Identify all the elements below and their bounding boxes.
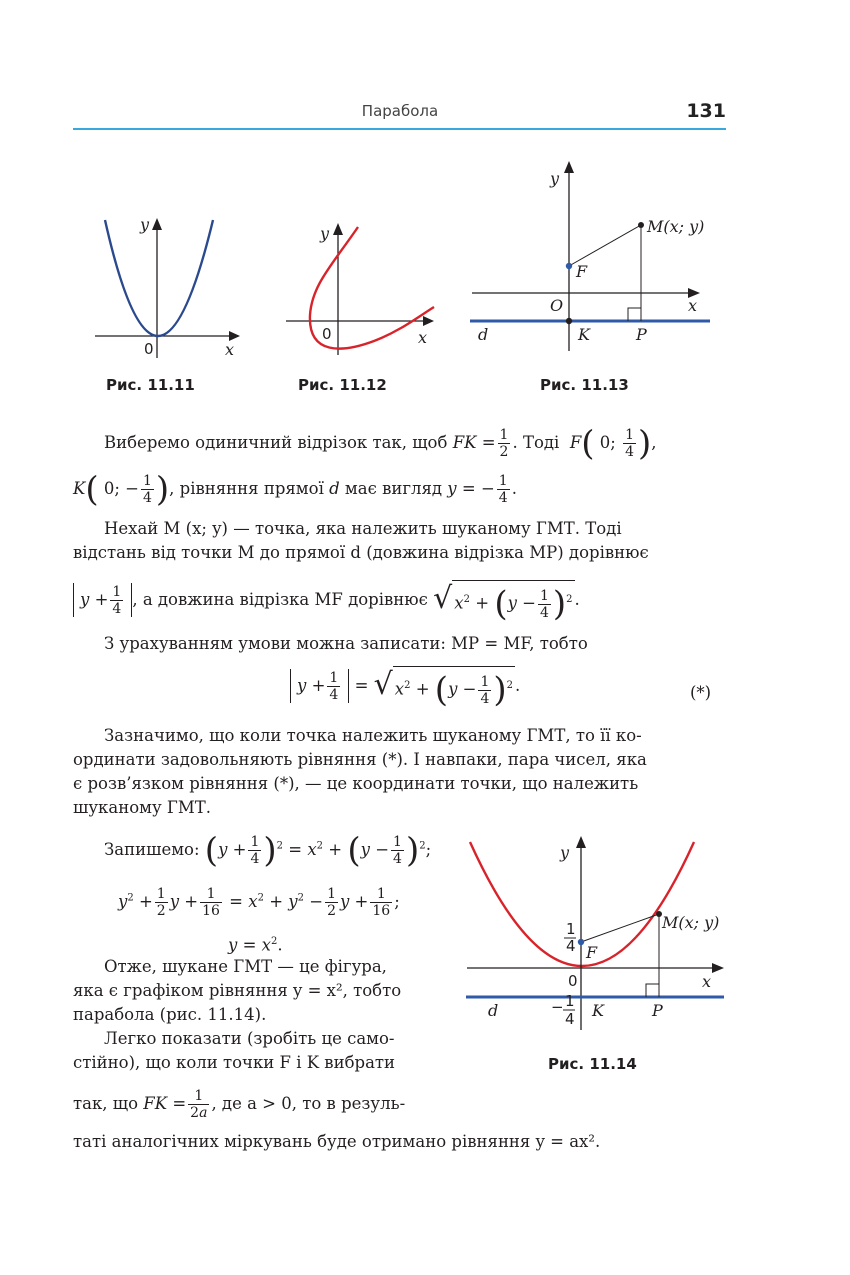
paragraph-conclusion-line-3: парабола (рис. 11.14). xyxy=(73,1005,267,1024)
text-span: , рівняння прямої xyxy=(169,479,324,498)
paragraph-general-line-1: Легко показати (зробіть це само- xyxy=(104,1029,395,1048)
text-span: Виберемо одиничний відрізок так, щоб xyxy=(104,433,448,452)
header-rule xyxy=(73,128,726,130)
page-number: 131 xyxy=(686,100,726,122)
paragraph-distance-line-2: відстань від точки M до прямої d (довжина відрізка MP) дорівнює xyxy=(73,543,649,562)
paragraph-converse-line-3: є розв’язком рівняння (*), — це координати точки, що належить xyxy=(73,774,639,793)
y-axis-label: y xyxy=(140,215,150,234)
caption-11-13: Рис. 11.13 xyxy=(540,376,629,394)
parabola-curve xyxy=(470,842,694,966)
caption-11-14: Рис. 11.14 xyxy=(548,1055,637,1073)
point-F-dot xyxy=(578,939,584,945)
segment-FM xyxy=(581,914,659,942)
point-F-dot xyxy=(566,263,572,269)
right-angle-mark xyxy=(628,308,641,321)
origin-label: 0 xyxy=(144,340,154,358)
paragraph-converse-line-1: Зазначимо, що коли точка належить шуканому ГМТ, то її ко- xyxy=(104,726,642,745)
text-span: , де a > 0, то в резуль- xyxy=(211,1094,406,1113)
tick-quarter-denominator: 4 xyxy=(566,937,576,955)
equation-star-label: (*) xyxy=(690,683,712,702)
page-header-title: Парабола xyxy=(361,102,439,120)
point-F-label: F xyxy=(586,943,598,962)
x-axis-label: x xyxy=(702,972,712,991)
x-axis-arrow xyxy=(712,963,724,973)
paragraph-distance-line-3: y + $\frac{1}{4}$ , а довжина відрізка MF дорівнює √ $x^2 + (y$ − $\frac{1}{4}$ )$^2$ . xyxy=(73,580,580,621)
tick-neg-quarter-sign: − xyxy=(551,998,564,1016)
line-d-label: d xyxy=(478,325,489,344)
paragraph-general-line-2: стійно), що коли точки F і K вибрати xyxy=(73,1053,396,1072)
point-F-label: F xyxy=(576,262,588,281)
segment-FM xyxy=(569,225,641,266)
x-axis-label: x xyxy=(688,296,698,315)
paragraph-general-line-3: так, що FK = $\frac{1}{2a}$ , де a > 0, то в резуль- xyxy=(73,1088,406,1121)
x-axis-label: x xyxy=(418,328,428,347)
y-axis-arrow xyxy=(564,161,574,173)
text-span: так, що xyxy=(73,1094,139,1113)
paragraph-unit-segment: Виберемо одиничний відрізок так, щоб FK = $\frac{1}{2}$ . Тоді F( 0; $\frac{1}{4}$ ), xyxy=(104,423,657,464)
figure-11-12 xyxy=(282,215,442,365)
text-span: має вигляд xyxy=(344,479,443,498)
caption-11-11: Рис. 11.11 xyxy=(106,376,195,394)
paragraph-converse-line-4: шуканому ГМТ. xyxy=(73,798,211,817)
x-axis-arrow xyxy=(423,316,434,326)
derivation-line-2: $y^2$ + $\frac{1}{2}$ y + $\frac{1}{16}$ = $x^2 + y^2$ − $\frac{1}{2}$ y + $\frac{1}{16}$ ; xyxy=(118,886,400,919)
figure-11-11 xyxy=(90,208,250,368)
y-axis-arrow xyxy=(152,218,162,230)
figure-11-13 xyxy=(468,156,730,356)
point-K-label: K xyxy=(592,1001,604,1020)
origin-label: 0 xyxy=(322,325,332,343)
paragraph-conclusion-line-2: яка є графіком рівняння y = x², тобто xyxy=(73,981,402,1000)
tick-neg-quarter-denominator: 4 xyxy=(565,1010,575,1028)
x-axis-label: x xyxy=(225,340,235,359)
point-M-label: M(x; y) xyxy=(662,913,720,932)
tick-neg-quarter-numerator: 1 xyxy=(565,992,575,1010)
derivation-line-1: Запишемо: (y + $\frac{1}{4}$ )$^2 = x^2 + (y$ − $\frac{1}{4}$ )$^2$; xyxy=(104,830,432,871)
paragraph-directrix: K( 0; − $\frac{1}{4}$ ), рівняння прямої d має вигляд y = − $\frac{1}{4}$ . xyxy=(73,469,517,510)
tick-quarter-numerator: 1 xyxy=(566,920,576,938)
paragraph-distance-line-1: Нехай M (x; y) — точка, яка належить шуканому ГМТ. Тоді xyxy=(104,519,622,538)
paragraph-converse-line-2: ординати задовольняють рівняння (*). І навпаки, пара чисел, яка xyxy=(73,750,647,769)
y-axis-arrow xyxy=(333,223,343,235)
paragraph-conclusion-line-1: Отже, шукане ГМТ — це фігура, xyxy=(104,957,387,976)
equation-star: y + $\frac{1}{4}$ = √ $x^2 + (y$ − $\frac{1}{4}$ )$^2$ . xyxy=(290,666,520,707)
origin-label: O xyxy=(550,296,564,315)
point-M-dot xyxy=(638,222,644,228)
text-span: Запишемо: xyxy=(104,840,200,859)
text-span: , а довжина відрізка MF дорівнює xyxy=(132,589,428,609)
y-axis-label: y xyxy=(560,843,570,862)
y-axis-arrow xyxy=(576,836,586,848)
point-P-label: P xyxy=(636,325,647,344)
parabola-curve xyxy=(105,220,213,336)
point-K-dot xyxy=(566,318,572,324)
y-axis-label: y xyxy=(550,169,560,188)
caption-11-12: Рис. 11.12 xyxy=(298,376,387,394)
origin-label: 0 xyxy=(568,972,578,990)
paragraph-condition: З урахуванням умови можна записати: MP = MF, тобто xyxy=(104,634,588,653)
y-axis-label: y xyxy=(320,224,330,243)
point-K-label: K xyxy=(578,325,590,344)
line-d-label: d xyxy=(488,1001,499,1020)
point-M-label: M(x; y) xyxy=(647,217,705,236)
figure-11-14 xyxy=(462,830,734,1045)
text-span: . Тоді xyxy=(512,433,560,452)
point-P-label: P xyxy=(652,1001,663,1020)
right-angle-mark xyxy=(646,984,659,997)
paragraph-general-line-4: таті аналогічних міркувань буде отримано рівняння y = ax². xyxy=(73,1132,601,1151)
derivation-line-3: $y = x^2$. xyxy=(228,935,283,955)
